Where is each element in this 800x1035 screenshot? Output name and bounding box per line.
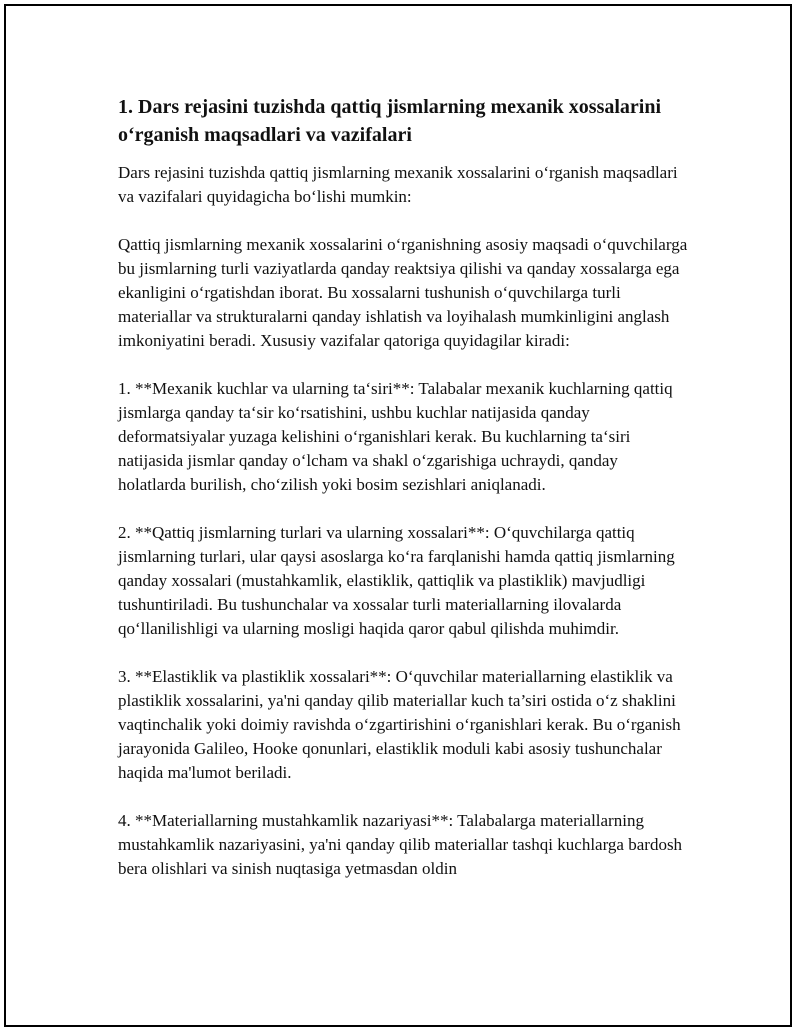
paragraph-item-4: 4. **Materiallarning mustahkamlik nazariyasi**: Talabalarga materiallarning mustahkamlik nazariyasini, ya'ni qanday qilib materiallar tashqi kuchlarga bardosh bera olishlari va sinish nuqtasiga yetmasdan oldin	[118, 811, 683, 878]
paragraph-item-3: 3. **Elastiklik va plastiklik xossalari**: O‘quvchilar materiallarning elastiklik va plastiklik xossalarini, ya'ni qanday qilib materiallar kuch ta’siri ostida o‘z shaklini vaqtinchalik yoki doimiy ravishda o‘zgartirishini o‘rganishlari kerak. Bu o‘rganish jarayonida Galileo, Hooke qonunlari, elastiklik moduli kabi asosiy tushunchalar haqida ma'lumot beriladi.	[118, 667, 681, 782]
document-body	[118, 93, 688, 881]
paragraph-item-2: 2. **Qattiq jismlarning turlari va ularning xossalari**: O‘quvchilarga qattiq jismlarning turlari, ular qaysi asoslarga ko‘ra farqlanishi hamda qattiq jismlarning qanday xossalari (mustahkamlik, elastiklik, qattiqlik va plastiklik) mavjudligi tushuntiriladi. Bu tushunchalar va xossalar turli materiallarning ilovalarda qo‘llanilishligi va ularning mosligi haqida qaror qabul qilishda muhimdir.	[118, 523, 675, 638]
paragraph-main-goal: Qattiq jismlarning mexanik xossalarini o‘rganishning asosiy maqsadi o‘quvchilarga bu jismlarning turli vaziyatlarda qanday reaktsiya qilishi va qanday xossalarga ega ekanligini o‘rgatishdan iborat. Bu xossalarni tushunish o‘quvchilarga turli materiallar va strukturalarni qanday ishlatish va loyihalash mumkinligini anglash imkoniyatini beradi. Xususiy vazifalar qatoriga quyidagilar kiradi:	[118, 235, 688, 350]
paragraph-intro: Dars rejasini tuzishda qattiq jismlarning mexanik xossalarini o‘rganish maqsadlari va vazifalari quyidagicha bo‘lishi mumkin:	[118, 163, 678, 206]
paragraph-item-1: 1. **Mexanik kuchlar va ularning ta‘siri**: Talabalar mexanik kuchlarning qattiq jismlarga qanday ta‘sir ko‘rsatishini, ushbu kuchlar natijasida qanday deformatsiyalar yuzaga kelishini o‘rganishlari kerak. Bu kuchlarning ta‘siri natijasida jismlar qanday o‘lcham va shakl o‘zgarishiga uchraydi, qanday holatlarda burilish, cho‘zilish yoki bosim sezishlari aniqlanadi.	[118, 379, 673, 494]
document-title: 1. Dars rejasini tuzishda qattiq jismlarning mexanik xossalarini o‘rganish maqsadlari va vazifalari	[118, 96, 662, 146]
